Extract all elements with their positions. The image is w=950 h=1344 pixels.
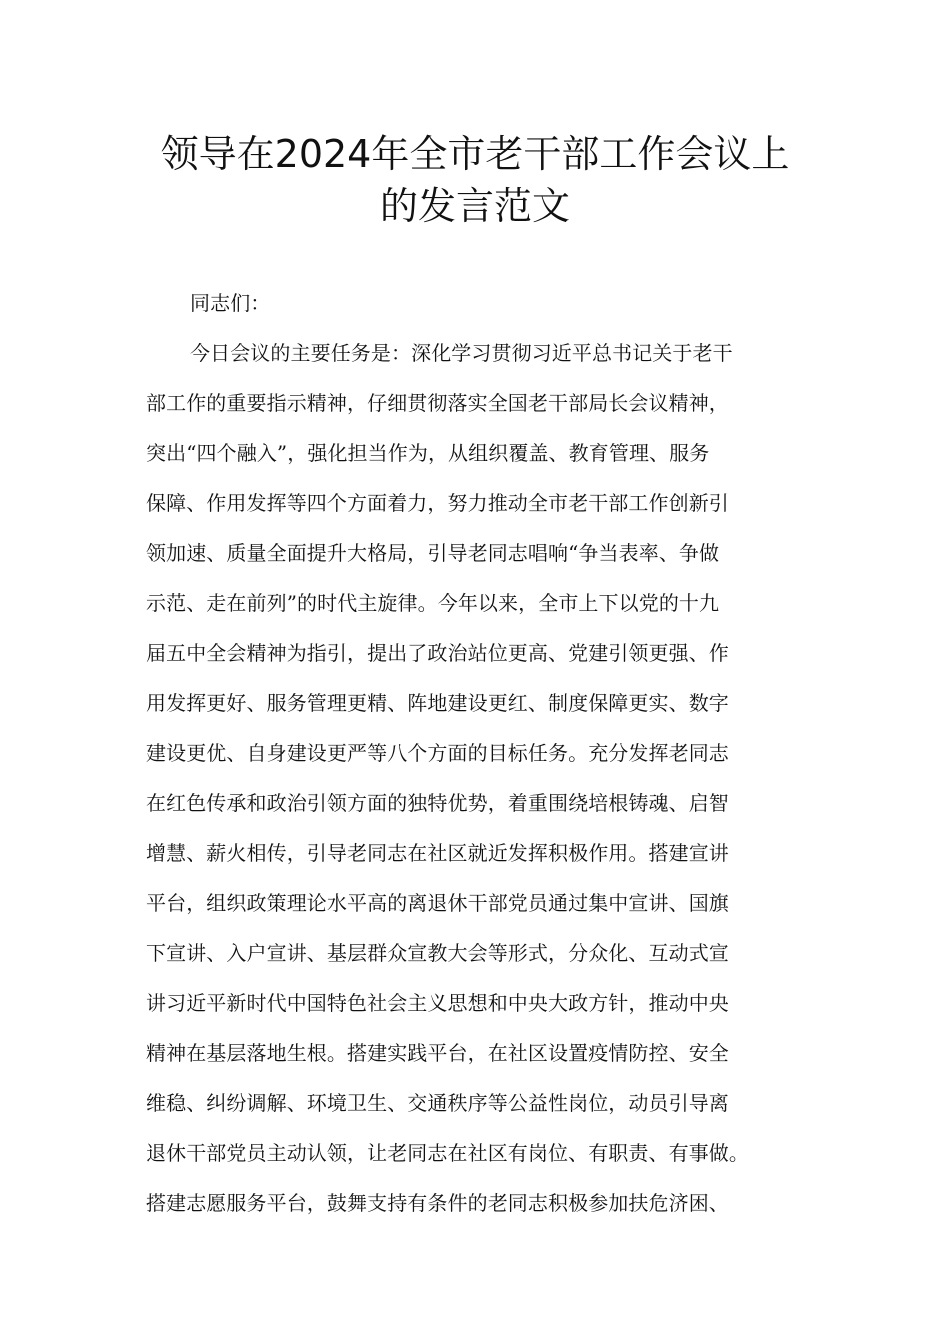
body-line-8: 用发挥更好、服务管理更精、阵地建设更红、制度保障更实、数字 <box>146 691 729 715</box>
body-line-13: 下宣讲、入户宣讲、基层群众宣教大会等形式，分众化、互动式宣 <box>146 941 729 965</box>
body-line-7: 届五中全会精神为指引，提出了政治站位更高、党建引领更强、作 <box>146 641 729 665</box>
salutation: 同志们： <box>190 291 271 315</box>
body-line-5: 领加速、质量全面提升大格局，引导老同志唱响“争当表率、争做 <box>146 541 720 565</box>
body-line-1: 今日会议的主要任务是：深化学习贯彻习近平总书记关于老干 <box>190 341 733 365</box>
body-line-6: 示范、走在前列”的时代主旋律。今年以来，全市上下以党的十九 <box>146 591 720 615</box>
body-line-2: 部工作的重要指示精神，仔细贯彻落实全国老干部局长会议精神， <box>146 391 729 415</box>
document-title-line-2: 的发言范文 <box>379 184 570 228</box>
body-line-18: 搭建志愿服务平台，鼓舞支持有条件的老同志积极参加扶危济困、 <box>146 1191 729 1215</box>
body-line-10: 在红色传承和政治引领方面的独特优势，着重围绕培根铸魂、启智 <box>146 791 729 815</box>
document-title-line-1: 领导在2024年全市老干部工作会议上 <box>160 132 790 176</box>
body-line-3: 突出“四个融入”，强化担当作为，从组织覆盖、教育管理、服务 <box>146 441 710 465</box>
body-line-11: 增慧、薪火相传，引导老同志在社区就近发挥积极作用。搭建宣讲 <box>146 841 729 865</box>
body-line-12: 平台，组织政策理论水平高的离退休干部党员通过集中宣讲、国旗 <box>146 891 729 915</box>
body-line-16: 维稳、纠纷调解、环境卫生、交通秩序等公益性岗位，动员引导离 <box>146 1091 729 1115</box>
body-line-17: 退休干部党员主动认领，让老同志在社区有岗位、有职责、有事做。 <box>146 1141 749 1165</box>
body-line-14: 讲习近平新时代中国特色社会主义思想和中央大政方针，推动中央 <box>146 991 729 1015</box>
body-line-4: 保障、作用发挥等四个方面着力，努力推动全市老干部工作创新引 <box>146 491 729 515</box>
body-line-9: 建设更优、自身建设更严等八个方面的目标任务。充分发挥老同志 <box>146 741 729 765</box>
body-line-15: 精神在基层落地生根。搭建实践平台，在社区设置疫情防控、安全 <box>146 1041 729 1065</box>
